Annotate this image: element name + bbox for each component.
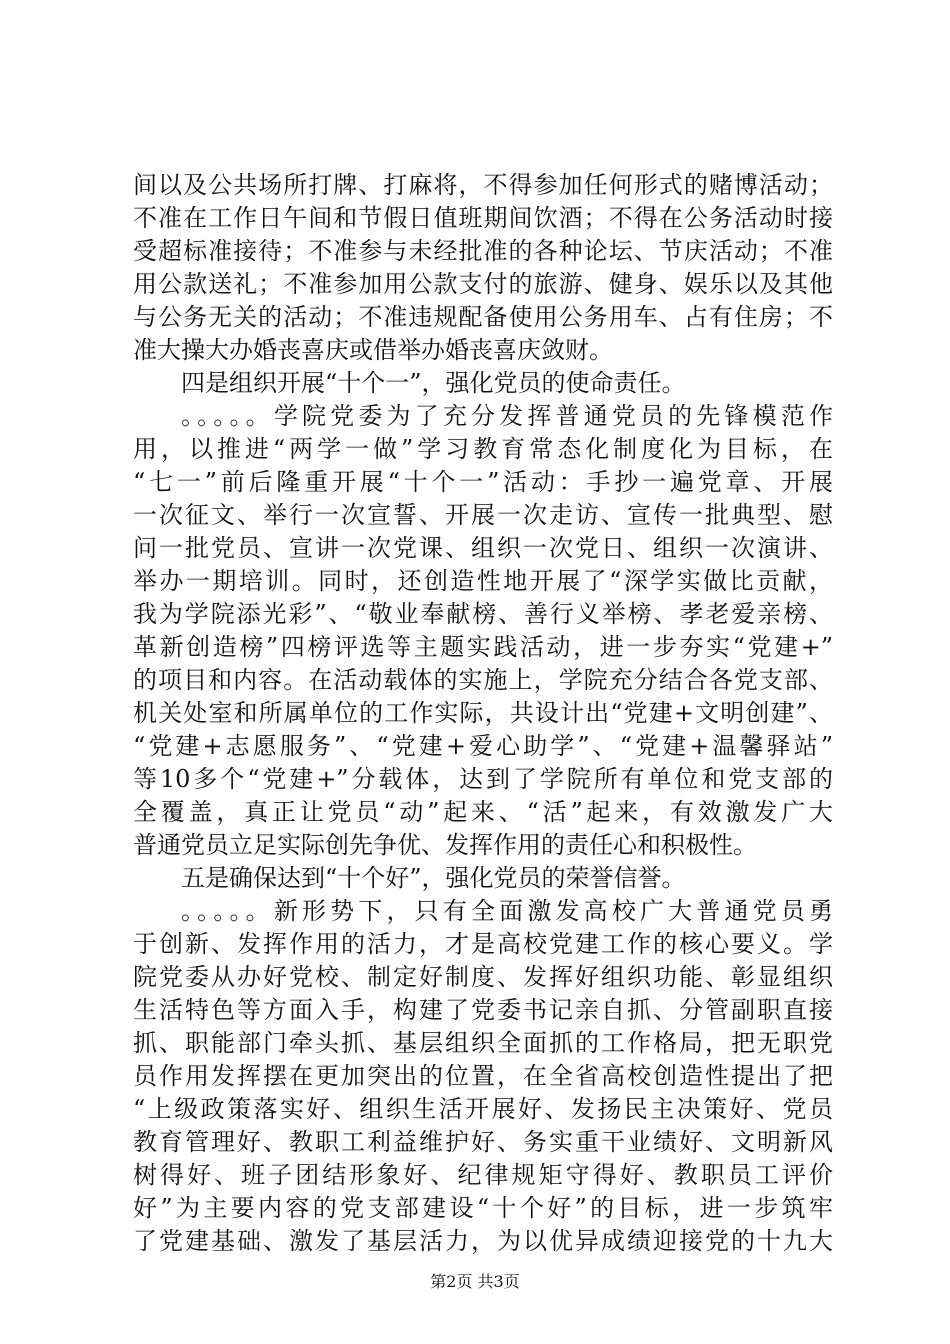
text-line: 好”为主要内容的党支部建设“十个好”的目标，进一步筑牢 xyxy=(133,1194,833,1222)
text-line: 举办一期培训。同时，还创造性地开展了“深学实做比贡献， xyxy=(133,567,833,595)
text-line: 革新创造榜”四榜评选等主题实践活动，进一步夯实“党建+” xyxy=(133,633,833,661)
text-line: 树得好、班子团结形象好、纪律规矩守得好、教职员工评价 xyxy=(133,1161,833,1189)
text-line: 。。。。。学院党委为了充分发挥普通党员的先锋模范作 xyxy=(181,402,833,430)
text-line: 用，以推进“两学一做”学习教育常态化制度化为目标，在 xyxy=(133,435,833,463)
text-line: “上级政策落实好、组织生活开展好、发扬民主决策好、党员 xyxy=(133,1095,833,1123)
text-line: 全覆盖，真正让党员“动”起来、“活”起来，有效激发广大 xyxy=(133,798,833,826)
text-line: 机关处室和所属单位的工作实际，共设计出“党建+文明创建”、 xyxy=(133,699,833,727)
text-line: “七一”前后隆重开展“十个一”活动：手抄一遍党章、开展 xyxy=(133,468,833,496)
text-line: 与公务无关的活动；不准违规配备使用公务用车、占有住房；不 xyxy=(133,303,833,331)
text-line: 教育管理好、教职工利益维护好、务实重干业绩好、文明新风 xyxy=(133,1128,833,1156)
text-line: 准大操大办婚丧喜庆或借举办婚丧喜庆敛财。 xyxy=(133,336,613,364)
text-line: 等10多个“党建+”分载体，达到了学院所有单位和党支部的 xyxy=(133,765,833,793)
text-line: 间以及公共场所打牌、打麻将，不得参加任何形式的赌博活动； xyxy=(133,171,833,199)
text-line: 的项目和内容。在活动载体的实施上，学院充分结合各党支部、 xyxy=(133,666,833,694)
text-line: 生活特色等方面入手，构建了党委书记亲自抓、分管副职直接 xyxy=(133,996,833,1024)
text-line: 问一批党员、宣讲一次党课、组织一次党日、组织一次演讲、 xyxy=(133,534,833,562)
text-line: 受超标准接待；不准参与未经批准的各种论坛、节庆活动；不准 xyxy=(133,237,833,265)
text-line: 不准在工作日午间和节假日值班期间饮酒；不得在公务活动时接 xyxy=(133,204,833,232)
section-heading-four: 四是组织开展“十个一”，强化党员的使命责任。 xyxy=(181,369,686,397)
text-line: 。。。。。新形势下，只有全面激发高校广大普通党员勇 xyxy=(181,897,833,925)
page-number-footer: 第2页 共3页 xyxy=(430,1272,520,1291)
section-heading-five: 五是确保达到“十个好”，强化党员的荣誉信誉。 xyxy=(181,864,686,892)
text-line: 院党委从办好党校、制定好制度、发挥好组织功能、彰显组织 xyxy=(133,963,833,991)
text-line: 一次征文、举行一次宣誓、开展一次走访、宣传一批典型、慰 xyxy=(133,501,833,529)
text-line: 员作用发挥摆在更加突出的位置，在全省高校创造性提出了把 xyxy=(133,1062,833,1090)
body-text xyxy=(133,169,833,1258)
text-line: “党建+志愿服务”、“党建+爱心助学”、“党建+温馨驿站” xyxy=(133,732,833,760)
text-line: 用公款送礼；不准参加用公款支付的旅游、健身、娱乐以及其他 xyxy=(133,270,833,298)
text-line: 抓、职能部门牵头抓、基层组织全面抓的工作格局，把无职党 xyxy=(133,1029,833,1057)
text-line: 了党建基础、激发了基层活力，为以优异成绩迎接党的十九大 xyxy=(133,1227,833,1255)
text-line: 普通党员立足实际创先争优、发挥作用的责任心和积极性。 xyxy=(133,831,757,859)
text-line: 于创新、发挥作用的活力，才是高校党建工作的核心要义。学 xyxy=(133,930,833,958)
text-line: 我为学院添光彩”、“敬业奉献榜、善行义举榜、孝老爱亲榜、 xyxy=(133,600,833,628)
